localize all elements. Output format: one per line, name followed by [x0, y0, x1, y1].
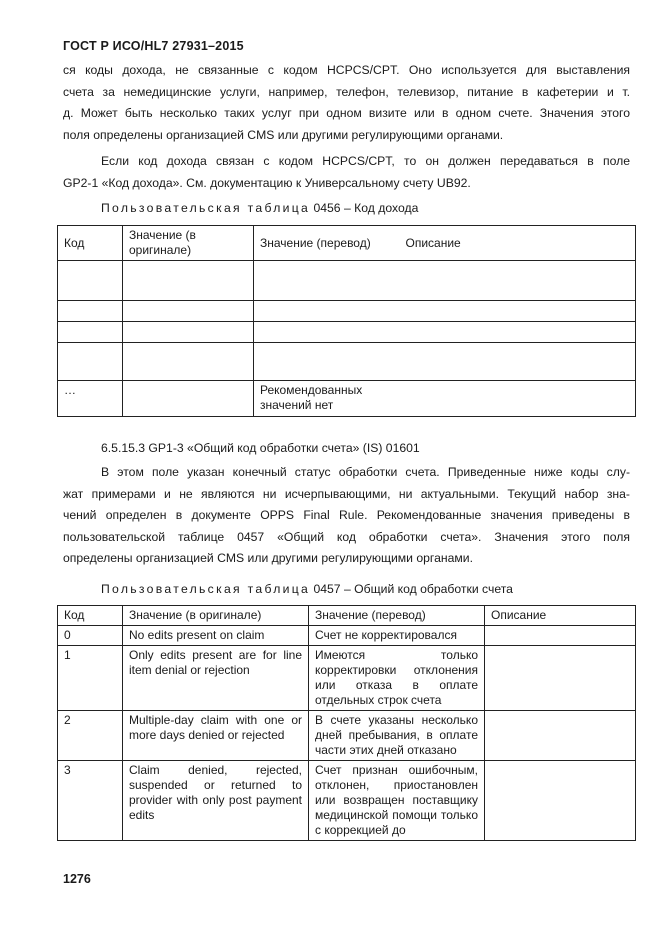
cell-original: Only edits present are for line item denial or rejection — [123, 646, 309, 711]
text-line: чений определен в документе OPPS Final Rule. Рекомендованные значения приведены в — [63, 508, 630, 522]
caption-number: 0456 — [313, 201, 341, 215]
table-0457 — [57, 605, 636, 841]
section-heading: 6.5.15.3 GP1-3 «Общий код обработки счета» (IS) 01601 — [101, 441, 420, 455]
table-row — [58, 343, 636, 381]
cell-description — [485, 646, 636, 711]
table-0456 — [57, 225, 636, 417]
text-line: ся коды дохода, не связанные с кодом HCPCS/CPT. Оно используется для выставления — [63, 63, 630, 77]
cell-translation: Счет не корректировался — [309, 626, 485, 646]
paragraph-claim-status — [63, 462, 630, 570]
column-header: Код — [58, 606, 123, 626]
cell-code: … — [58, 381, 123, 417]
text-line: определены организацией CMS или другими регулирующими органами. — [63, 551, 473, 565]
text-line: д. Может быть несколько таких услуг при одном визите или в одном счете. Значения этого — [63, 106, 630, 120]
text-line: счета за немедицинские услуги, например, телефон, телевизор, питание в кафетерии и т. — [63, 84, 630, 99]
text-line: поля определены организацией CMS или другими регулирующими органами. — [63, 127, 504, 142]
page-number: 1276 — [63, 872, 91, 886]
cell-description — [485, 761, 636, 841]
column-header: Значение (перевод) — [309, 606, 485, 626]
cell-code: 0 — [58, 626, 123, 646]
table-row — [58, 646, 636, 711]
table-0457-caption — [101, 582, 513, 596]
table-header-row — [58, 606, 636, 626]
table-row — [58, 261, 636, 301]
column-header: Описание — [485, 606, 636, 626]
cell-code: 2 — [58, 711, 123, 761]
cell-original: Claim denied, rejected, suspended or returned to provider with only post payment edits — [123, 761, 309, 841]
cell-translation: Имеются только корректировки отклонения или отказа в оплате отдельных строк счета — [309, 646, 485, 711]
column-header: Значение (в оригинале) — [123, 226, 254, 261]
column-header: Значение (в оригинале) — [123, 606, 309, 626]
text-line: В этом поле указан конечный статус обработки счета. Приведенные ниже коды слу- — [101, 465, 630, 479]
table-row — [58, 381, 636, 417]
table-row — [58, 322, 636, 343]
cell-description — [485, 626, 636, 646]
text-line: GP2-1 «Код дохода». См. документацию к Универсальному счету UB92. — [63, 175, 471, 190]
caption-title: Общий код обработки счета — [354, 582, 513, 596]
table-0456-caption — [101, 201, 418, 215]
cell-original: Multiple-day claim with one or more days denied or rejected — [123, 711, 309, 761]
caption-label: Пользовательская таблица — [101, 582, 311, 596]
caption-title: Код дохода — [354, 201, 419, 215]
cell-translation: В счете указаны несколько дней пребывания, в оплате части этих дней отказано — [309, 711, 485, 761]
cell-code: 1 — [58, 646, 123, 711]
cell-description — [485, 711, 636, 761]
cell-code: 3 — [58, 761, 123, 841]
table-row — [58, 301, 636, 322]
caption-label: Пользовательская таблица — [101, 201, 311, 215]
cell-original: No edits present on claim — [123, 626, 309, 646]
table-header-row — [58, 226, 636, 261]
column-header: Описание — [400, 226, 636, 261]
caption-number: 0457 — [313, 582, 341, 596]
text-line: пользовательской таблице 0457 «Общий код обработки счета». Значения этого поля — [63, 529, 630, 544]
paragraph-hcpcs — [63, 151, 630, 194]
table-row — [58, 626, 636, 646]
table-row — [58, 711, 636, 761]
column-header: Значение (перевод) — [254, 226, 400, 261]
caption-dash: – — [343, 201, 351, 215]
text-line: Если код дохода связан с кодом HCPCS/CPT, то он должен передаваться в поле — [101, 154, 630, 168]
standard-title: ГОСТ Р ИСО/HL7 27931–2015 — [63, 39, 244, 53]
table-row — [58, 761, 636, 841]
cell-translation: Счет признан ошибочным, отклонен, приостановлен или возвращен поставщику медицинской помощи только с коррекцией до — [309, 761, 485, 841]
text-line: жат примерами и не являются ни исчерпывающими, ни актуальными. Текущий набор зна- — [63, 486, 630, 501]
column-header: Код — [58, 226, 123, 261]
caption-dash: – — [343, 582, 351, 596]
cell-translation: Рекомендованных значений нет — [254, 381, 400, 417]
paragraph-revenue-code — [63, 60, 630, 146]
